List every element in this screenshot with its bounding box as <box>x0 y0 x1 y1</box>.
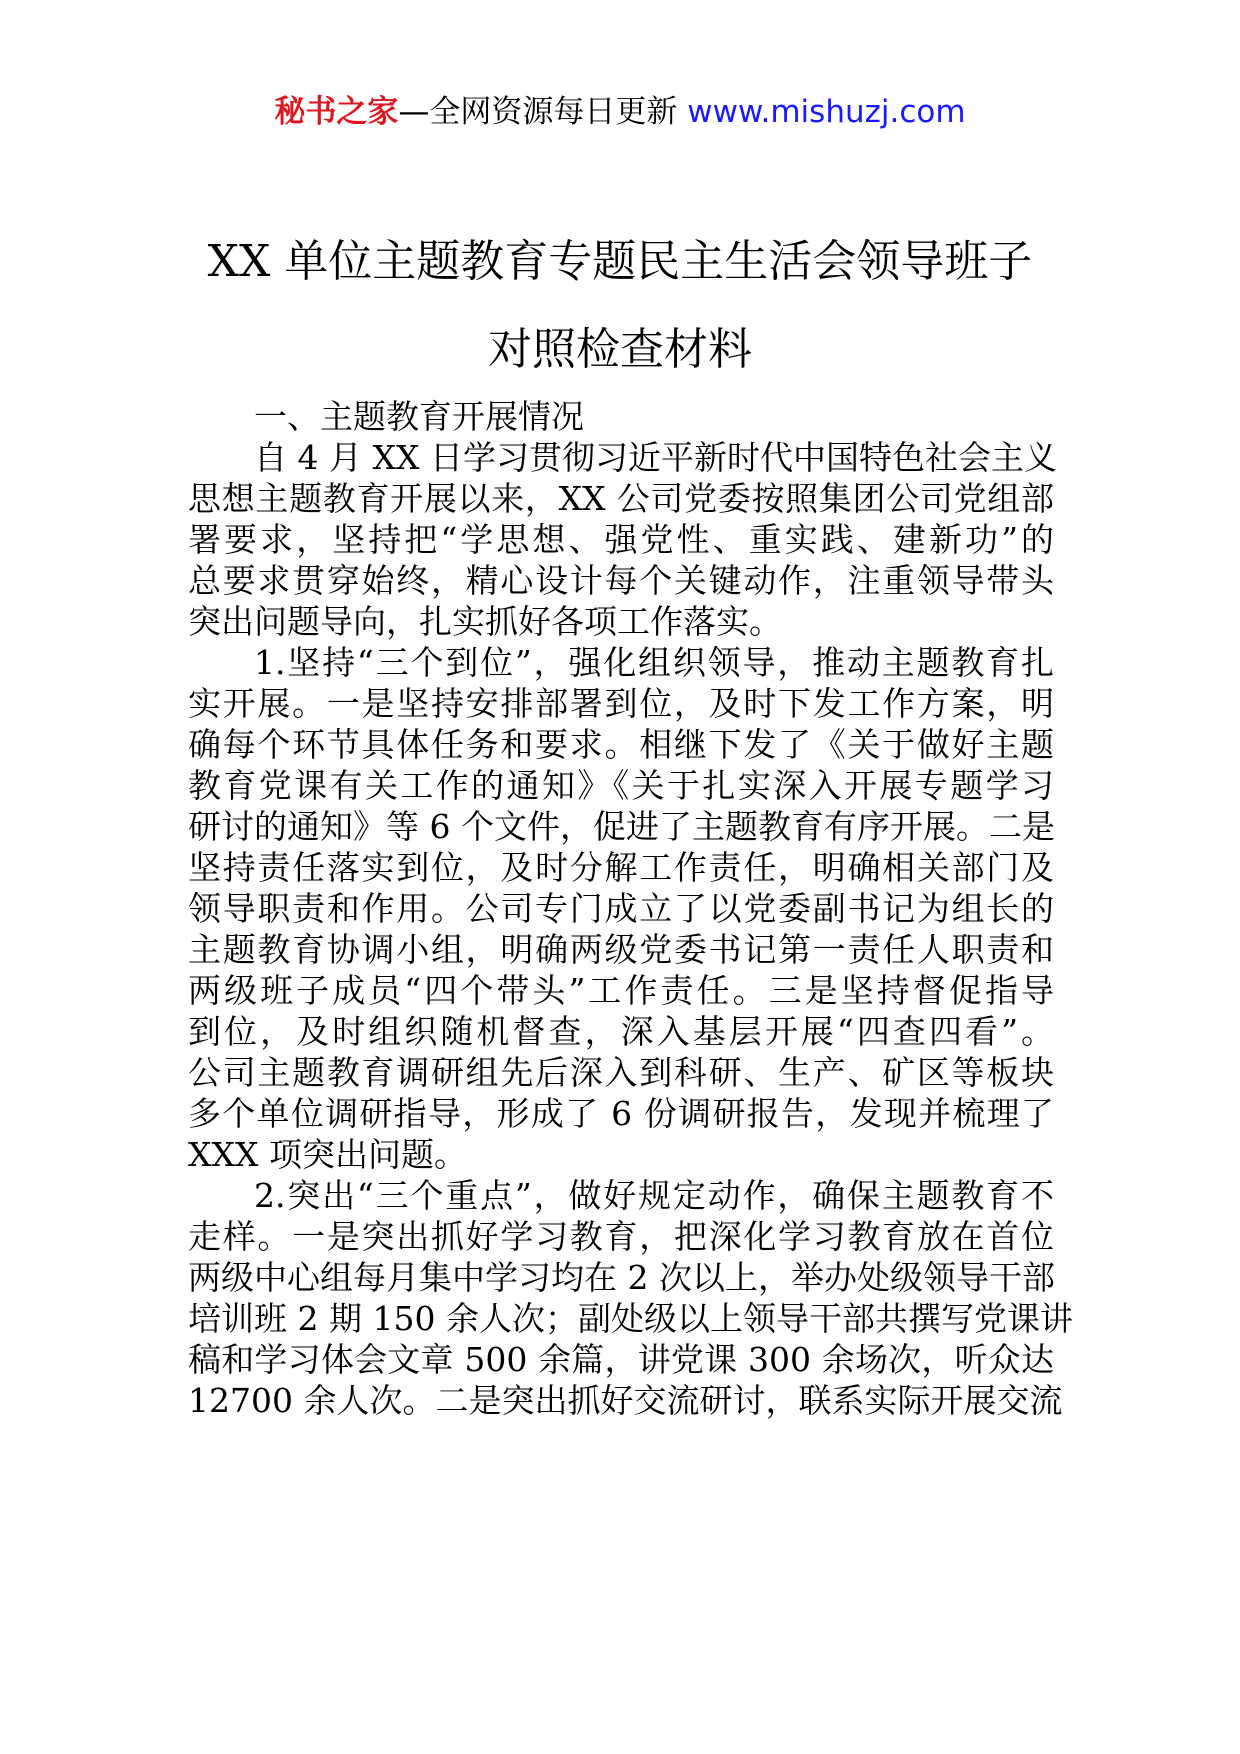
body-text-line: 到位，及时组织随机督查，深入基层开展“四查四看”。 <box>188 1012 1054 1051</box>
body-text-line: 署要求，坚持把“学思想、强党性、重实践、建新功”的 <box>188 520 1054 559</box>
body-text-line: 1.坚持“三个到位”，强化组织领导，推动主题教育扎 <box>254 643 1054 682</box>
body-text-line: 培训班 2 期 150 余人次；副处级以上领导干部共撰写党课讲 <box>188 1299 1073 1338</box>
body-text-line: 12700 余人次。二是突出抓好交流研讨，联系实际开展交流 <box>188 1381 1063 1420</box>
body-text-line: 走样。一是突出抓好学习教育，把深化学习教育放在首位 <box>188 1217 1054 1256</box>
body-text-line: 实开展。一是坚持安排部署到位，及时下发工作方案，明 <box>188 684 1054 723</box>
body-text-line: 坚持责任落实到位，及时分解工作责任，明确相关部门及 <box>188 848 1054 887</box>
body-text-line: 两级中心组每月集中学习均在 2 次以上，举办处级领导干部 <box>188 1258 1055 1297</box>
body-text-line: 公司主题教育调研组先后深入到科研、生产、矿区等板块 <box>188 1053 1054 1092</box>
body-text-line: 稿和学习体会文章 500 余篇，讲党课 300 余场次，听众达 <box>188 1340 1054 1379</box>
body-text-line: 总要求贯穿始终，精心设计每个关键动作，注重领导带头 <box>188 561 1054 600</box>
body-text-line: 自 4 月 XX 日学习贯彻习近平新时代中国特色社会主义 <box>254 438 1057 477</box>
body-text-line: 确每个环节具体任务和要求。相继下发了《关于做好主题 <box>188 725 1054 764</box>
body-text-line: 多个单位调研指导，形成了 6 份调研报告，发现并梳理了 <box>188 1094 1054 1133</box>
document-title-line-1: XX 单位主题教育专题民主生活会领导班子 <box>207 236 1033 287</box>
section-heading: 一、主题教育开展情况 <box>254 397 584 436</box>
body-text-line: 两级班子成员“四个带头”工作责任。三是坚持督促指导 <box>188 971 1054 1010</box>
body-text-line: 2.突出“三个重点”，做好规定动作，确保主题教育不 <box>254 1176 1054 1215</box>
body-text-line: 思想主题教育开展以来，XX 公司党委按照集团公司党组部 <box>188 479 1054 518</box>
body-text-line: 主题教育协调小组，明确两级党委书记第一责任人职责和 <box>188 930 1054 969</box>
body-text-line: 研讨的通知》等 6 个文件，促进了主题教育有序开展。二是 <box>188 807 1055 846</box>
banner-brand: 秘书之家 <box>274 94 399 130</box>
body-text-line: XXX 项突出问题。 <box>188 1135 467 1174</box>
document-title-line-2: 对照检查材料 <box>488 324 752 375</box>
body-text-line: 教育党课有关工作的通知》《关于扎实深入开展专题学习 <box>188 766 1054 805</box>
banner-url-link[interactable]: www.mishuzj.com <box>687 94 966 130</box>
body-text-line: 突出问题导向，扎实抓好各项工作落实。 <box>188 602 782 641</box>
banner-tagline: —全网资源每日更新 <box>398 94 688 130</box>
body-text-line: 领导职责和作用。公司专门成立了以党委副书记为组长的 <box>188 889 1054 928</box>
site-banner <box>0 92 1240 132</box>
